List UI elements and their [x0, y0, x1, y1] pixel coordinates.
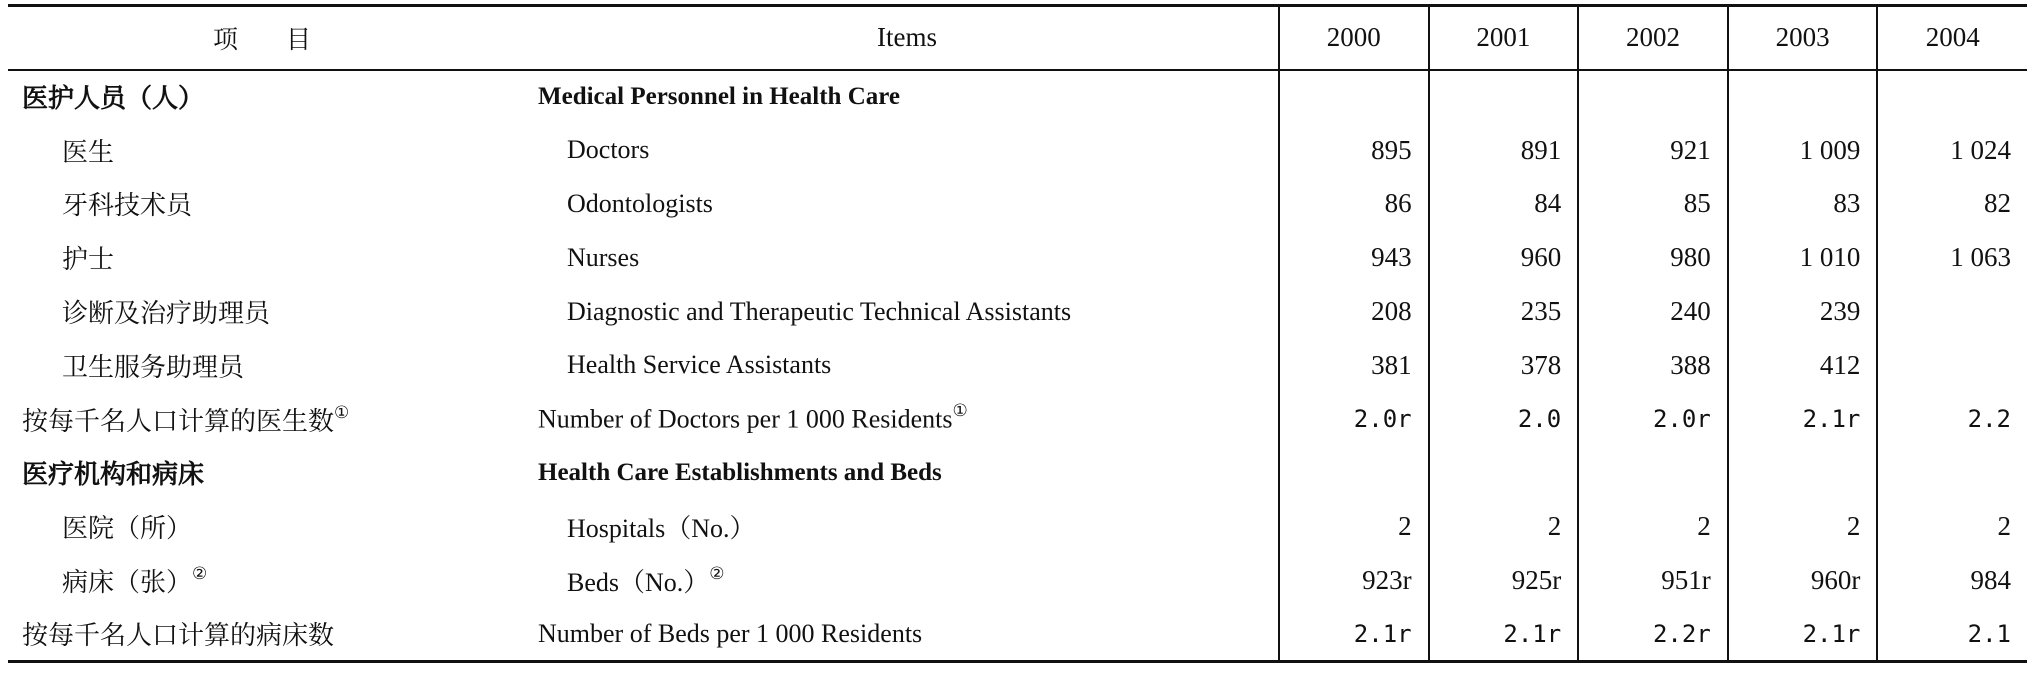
footnote-marker: ② — [192, 564, 208, 585]
table-row-beds-per-1000 — [8, 607, 2027, 661]
row-label-zh: 牙科技术员 — [62, 191, 193, 222]
row-label-en: Health Care Establishments and Beds — [538, 458, 942, 486]
cell-2000: 943 — [1279, 231, 1429, 285]
cell-2004: 1 024 — [1877, 123, 2027, 177]
cell-2000: 208 — [1279, 285, 1429, 339]
row-label-zh: 医疗机构和病床 — [22, 460, 205, 491]
cell-2003: 412 — [1728, 338, 1878, 392]
table-row-beds — [8, 554, 2027, 608]
cell-2003 — [1728, 446, 1878, 500]
row-label-en — [536, 554, 1279, 608]
header-year-2000: 2000 — [1279, 6, 1429, 70]
cell-2000 — [1279, 446, 1429, 500]
footnote-marker: ① — [952, 401, 968, 421]
health-care-statistics-table — [8, 4, 2027, 663]
cell-2000: 86 — [1279, 177, 1429, 231]
row-label-zh — [8, 392, 536, 446]
cell-2000: 923r — [1279, 554, 1429, 608]
cell-2003: 239 — [1728, 285, 1878, 339]
cell-2001: 891 — [1429, 123, 1579, 177]
cell-2003 — [1728, 70, 1878, 124]
cell-2002: 2.2r — [1578, 607, 1728, 661]
row-label-en: Doctors — [567, 135, 650, 165]
row-label-en: Nurses — [567, 242, 640, 272]
cell-2004: 2.2 — [1877, 392, 2027, 446]
table-row-health-service-assistants — [8, 338, 2027, 392]
row-label-en: Number of Beds per 1 000 Residents — [536, 607, 1279, 661]
table-row-odontologists — [8, 177, 2027, 231]
cell-2002: 85 — [1578, 177, 1728, 231]
cell-2004: 984 — [1877, 554, 2027, 608]
row-label-en: Diagnostic and Therapeutic Technical Assistants — [567, 296, 1072, 326]
cell-2002: 240 — [1578, 285, 1728, 339]
header-year-2002: 2002 — [1578, 6, 1728, 70]
cell-2000: 2 — [1279, 500, 1429, 554]
cell-2002: 388 — [1578, 338, 1728, 392]
cell-2004: 82 — [1877, 177, 2027, 231]
cell-2004 — [1877, 70, 2027, 124]
row-label-en: Medical Personnel in Health Care — [538, 82, 900, 110]
cell-2004: 2 — [1877, 500, 2027, 554]
cell-2002: 980 — [1578, 231, 1728, 285]
cell-2001: 2.0 — [1429, 392, 1579, 446]
header-year-2003: 2003 — [1728, 6, 1878, 70]
row-label-zh-text: 病床（张） — [62, 568, 193, 599]
cell-2003: 960r — [1728, 554, 1878, 608]
cell-2003: 2 — [1728, 500, 1878, 554]
header-year-2004: 2004 — [1877, 6, 2027, 70]
cell-2003: 1 009 — [1728, 123, 1878, 177]
header-row — [8, 6, 2027, 70]
cell-2004: 2.1 — [1877, 607, 2027, 661]
cell-2000: 895 — [1279, 123, 1429, 177]
cell-2002: 2 — [1578, 500, 1728, 554]
header-items-en: Items — [536, 6, 1279, 70]
row-label-zh: 按每千名人口计算的病床数 — [8, 607, 536, 661]
cell-2003: 83 — [1728, 177, 1878, 231]
cell-2001 — [1429, 70, 1579, 124]
row-label-en: Hospitals（No.） — [567, 514, 756, 544]
header-items-zh: 项 目 — [8, 6, 536, 70]
row-label-zh: 护士 — [62, 245, 115, 276]
cell-2001: 2 — [1429, 500, 1579, 554]
cell-2001 — [1429, 446, 1579, 500]
footnote-marker: ② — [709, 564, 725, 584]
cell-2000: 381 — [1279, 338, 1429, 392]
section-row-medical-personnel — [8, 70, 2027, 124]
cell-2004 — [1877, 446, 2027, 500]
cell-2002: 921 — [1578, 123, 1728, 177]
row-label-zh: 医护人员（人） — [22, 84, 205, 115]
cell-2002: 2.0r — [1578, 392, 1728, 446]
row-label-zh: 卫生服务助理员 — [62, 352, 245, 383]
row-label-en: Odontologists — [567, 188, 713, 218]
row-label-en-text: Number of Doctors per 1 000 Residents — [538, 405, 953, 434]
cell-2001: 960 — [1429, 231, 1579, 285]
cell-2002 — [1578, 70, 1728, 124]
cell-2000: 2.1r — [1279, 607, 1429, 661]
row-label-zh: 诊断及治疗助理员 — [62, 299, 271, 330]
row-label-zh — [8, 554, 536, 608]
row-label-zh: 医院（所） — [62, 514, 193, 545]
cell-2001: 235 — [1429, 285, 1579, 339]
cell-2004 — [1877, 338, 2027, 392]
cell-2001: 378 — [1429, 338, 1579, 392]
cell-2004: 1 063 — [1877, 231, 2027, 285]
row-label-en-text: Beds（No.） — [567, 568, 710, 598]
table-row-hospitals — [8, 500, 2027, 554]
row-label-zh: 医生 — [62, 137, 115, 168]
row-label-zh-text: 按每千名人口计算的医生数 — [22, 406, 335, 437]
cell-2003: 1 010 — [1728, 231, 1878, 285]
cell-2000 — [1279, 70, 1429, 124]
table-row-nurses — [8, 231, 2027, 285]
cell-2001: 2.1r — [1429, 607, 1579, 661]
cell-2001: 925r — [1429, 554, 1579, 608]
row-label-en: Health Service Assistants — [567, 350, 832, 380]
table-row-doctors — [8, 123, 2027, 177]
footnote-marker: ① — [334, 403, 350, 424]
cell-2001: 84 — [1429, 177, 1579, 231]
cell-2003: 2.1r — [1728, 607, 1878, 661]
table-row-doctors-per-1000 — [8, 392, 2027, 446]
cell-2002 — [1578, 446, 1728, 500]
cell-2003: 2.1r — [1728, 392, 1878, 446]
cell-2004 — [1877, 285, 2027, 339]
header-year-2001: 2001 — [1429, 6, 1579, 70]
section-row-establishments-and-beds — [8, 446, 2027, 500]
table-row-diagnostic-assistants — [8, 285, 2027, 339]
cell-2002: 951r — [1578, 554, 1728, 608]
cell-2000: 2.0r — [1279, 392, 1429, 446]
row-label-en — [536, 392, 1279, 446]
